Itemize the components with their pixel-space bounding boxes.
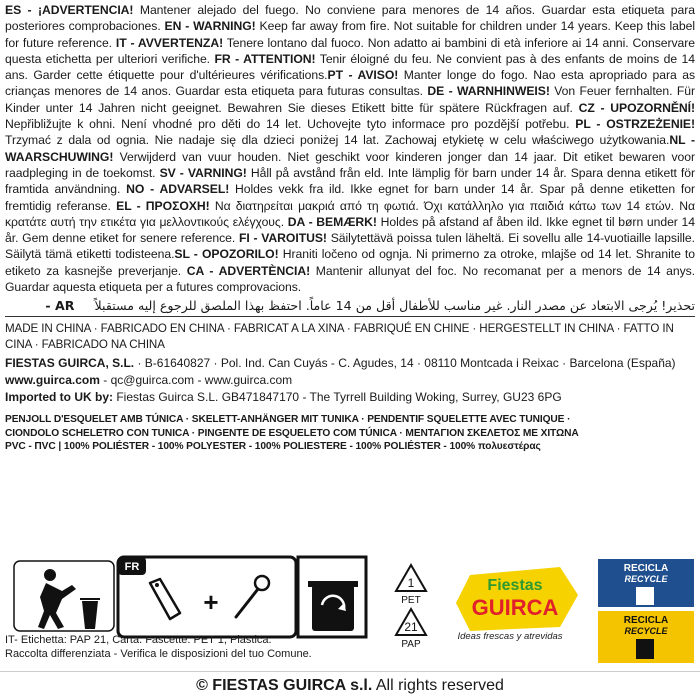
- warning-code: SL - OPOZORILO!: [174, 247, 279, 262]
- warning-code: EN - WARNING!: [164, 19, 256, 34]
- pet-code: 1: [407, 576, 415, 590]
- warning-code: IT - AVVERTENZA!: [115, 35, 224, 50]
- warning-text: Keep far away from fire. Not suitable for children under 14 years. Keep this label for future reference.: [5, 19, 695, 50]
- company-details: · B-61640827 · Pol. Ind. Can Cuyás - C. Agudes, 14 · 08110 Montcada i Reixac · Barcelona (España): [134, 356, 676, 371]
- warning-text: Verwijderd van vuur houden. Niet geschikt voor kinderen jonger dan 14 jaar. Dit etiket bewaren voor raadpleging in de toekomst.: [5, 149, 695, 180]
- warning-code: DE - WARNHINWEIS!: [427, 84, 550, 99]
- bin-yellow-en: RECYCLE: [624, 626, 668, 636]
- warning-text: Säilytettävä poissa tulen läheltä. Ei sovellu alle 14-vuotiaille lapsille. Säilytä tämä etiketti todisteena.: [5, 231, 695, 262]
- product-line: PENJOLL D'ESQUELET AMB TÚNICA · SKELETT-ANHÄNGER MIT TUNIKA · PENDENTIF SQUELETTE AVEC TUNIQUE ·: [5, 414, 571, 426]
- footer-rights: All rights reserved: [372, 677, 504, 694]
- footer: [0, 671, 700, 700]
- arabic-warning-text: تحذير! يُرجى الابتعاد عن مصدر النار. غير مناسب للأطفال أقل من 14 عاماً. احتفظ بهذا الملصق للرجوع إليه مستقبلاً: [94, 298, 695, 314]
- footer-brand: © FIESTAS GUIRCA s.l.: [196, 677, 373, 694]
- import-label: Imported to UK by:: [5, 390, 113, 405]
- divider: [5, 316, 695, 317]
- triman-block: [118, 557, 366, 637]
- logo-tagline: Ideas frescas y atrevidas: [457, 631, 563, 642]
- warning-text: Manter longe do fogo. Nao esta apropriado para as crianças menores de 14 anos. Guardar esta etiqueta para futuras consultas.: [5, 68, 695, 99]
- warning-text: Tenir éloigné du feu. Ne convient pas à des enfants de moins de 14 ans. Garder cette étiquette pour d'ultérieures vérifications.: [5, 51, 696, 83]
- bin-yellow-es: RECICLA: [623, 615, 669, 626]
- product-line: CIONDOLO SCHELETRO CON TUNICA · PINGENTE DE ESQUELETO COM TÚNICA · ΜΕΝΤΑΓΙΟΝ ΣΚΕΛΕΤΟΣ ΜΕ ΧΙΤΩΝΑ: [5, 427, 579, 439]
- pap-code: 21: [404, 620, 418, 634]
- pap-label: PAP: [401, 639, 421, 650]
- pet-label: PET: [401, 595, 421, 606]
- tidyman-icon: [14, 561, 114, 631]
- warning-code: FR - ATTENTION!: [214, 51, 316, 66]
- warning-code: DA - BEMÆRK!: [287, 214, 377, 229]
- warnings-paragraph: [5, 2, 695, 295]
- sorting-line: Raccolta differenziata - Verifica le disposizioni del tuo Comune.: [5, 648, 312, 660]
- bin-blue-en: RECYCLE: [624, 574, 668, 584]
- warning-code: NL - WAARSCHUWING!: [5, 133, 695, 164]
- warning-code: CA - ADVERTÈNCIA!: [186, 263, 311, 278]
- arabic-code: AR -: [45, 298, 75, 314]
- arabic-warning: [5, 297, 695, 314]
- company-contact: - qc@guirca.com - www.guirca.com: [99, 373, 293, 388]
- recycle-bin-blue: [598, 559, 694, 607]
- logo-bottom: GUIRCA: [471, 595, 559, 620]
- recycle-bin-yellow: [598, 611, 694, 663]
- warning-code: EL - ΠΡΟΣΟΧΗ!: [116, 198, 210, 213]
- warning-code: PL - OSTRZEŻENIE!: [575, 117, 695, 132]
- warning-text: Mantenir allunyat del foc. No recomanat per a menors de 14 anys. Guardar aquesta etiqueta per a futures comprovacions.: [5, 263, 695, 295]
- warning-text: Tenere lontano dal fuoco. Non adatto ai bambini di età inferiore ai 14 anni. Conservare questa etichetta per ulteriori verifiche.: [5, 35, 695, 66]
- warning-code: SV - VARNING!: [159, 165, 247, 180]
- sorting-instructions: [5, 633, 425, 661]
- warning-code: ES - ¡ADVERTENCIA!: [5, 3, 134, 17]
- warning-code: NO - ADVARSEL!: [126, 182, 230, 197]
- company-web: www.guirca.com: [5, 373, 100, 388]
- warning-text: Håll på avstånd från eld. Inte lämplig för barn under 14 år. Spara denna etikett för framtida användning.: [5, 165, 695, 197]
- guirca-logo: [456, 567, 578, 642]
- logo-top: Fiestas: [487, 577, 543, 594]
- warning-text: Trzymać z dala od ognia. Nie nadaje się dla dzieci poniżej 14 lat. Zachowaj etykietę w celu właściwego użytkowania.: [5, 133, 670, 148]
- bin-blue-es: RECICLA: [623, 563, 669, 574]
- product-line: PVC - ΠVC | 100% POLIÉSTER - 100% POLYESTER - 100% POLIESTERE - 100% POLIÉSTER - 100% πολυεστέρας: [5, 440, 541, 452]
- warning-text: Mantener alejado del fuego. No conviene para menores de 14 años. Guardar esta etiqueta para posteriores comprobaciones.: [5, 3, 695, 34]
- warning-code: FI - VAROITUS!: [238, 231, 327, 246]
- warning-text: Hraniti ločeno od ognja. Ni primerno za otroke, mlajše od 14 let. Shranite to etiketo za kasnejše preverjanje.: [5, 247, 695, 278]
- made-in-china: MADE IN CHINA · FABRICADO EN CHINA · FABRICAT A LA XINA · FABRIQUÉ EN CHINE · HERGESTELLT IN CHINA · FATTO IN CINA · FABRICADO NA CHINA: [5, 322, 674, 351]
- product-description: [5, 413, 695, 453]
- company-name: FIESTAS GUIRCA, S.L.: [5, 356, 135, 371]
- warning-text: Holdes på afstand af åben ild. Ikke egnet til børn under 14 år. Gem denne etiket for senere reference.: [5, 214, 696, 246]
- warning-code: CZ - UPOZORNĚNÍ!: [578, 100, 695, 115]
- warning-text: Von Feuer fernhalten. Für Kinder unter 14 Jahren nicht geeignet. Bewahren Sie dieses Etikett bitte für spätere Rückfragen auf.: [5, 84, 695, 115]
- import-info: [5, 389, 695, 406]
- sorting-line: IT- Etichetta: PAP 21, Carta. Fascette: PET 1, Plastica.: [5, 634, 272, 646]
- warning-text: Nepřibližujte k ohni. Není vhodné pro děti do 14 let. Uchovejte tyto informace pro pozdější potřebu.: [5, 117, 576, 132]
- company-info: [5, 355, 695, 389]
- import-text: Fiestas Guirca S.L. GB471847170 - The Tyrrell Building Woking, Surrey, GU23 6PG: [113, 390, 562, 405]
- warning-code: PT - AVISO!: [327, 68, 399, 83]
- warning-text: Να διατηρείται μακριά από τη φωτιά. Όχι κατάλληλο για παιδιά κάτω των 14 ετών. Να κρατάτε αυτή την ετικέτα για μελλοντικούς ελέγχους.: [5, 198, 695, 229]
- label-text: [5, 2, 695, 453]
- bin-icon: [308, 581, 358, 631]
- fr-tag: FR: [124, 561, 140, 573]
- plus-sign: +: [203, 587, 219, 617]
- pet-recycle-icon: [396, 565, 426, 606]
- warning-text: Holdes vekk fra ild. Ikke egnet for barn under 14 år. Spar på denne etiketten for fremtidig referanse.: [5, 182, 695, 213]
